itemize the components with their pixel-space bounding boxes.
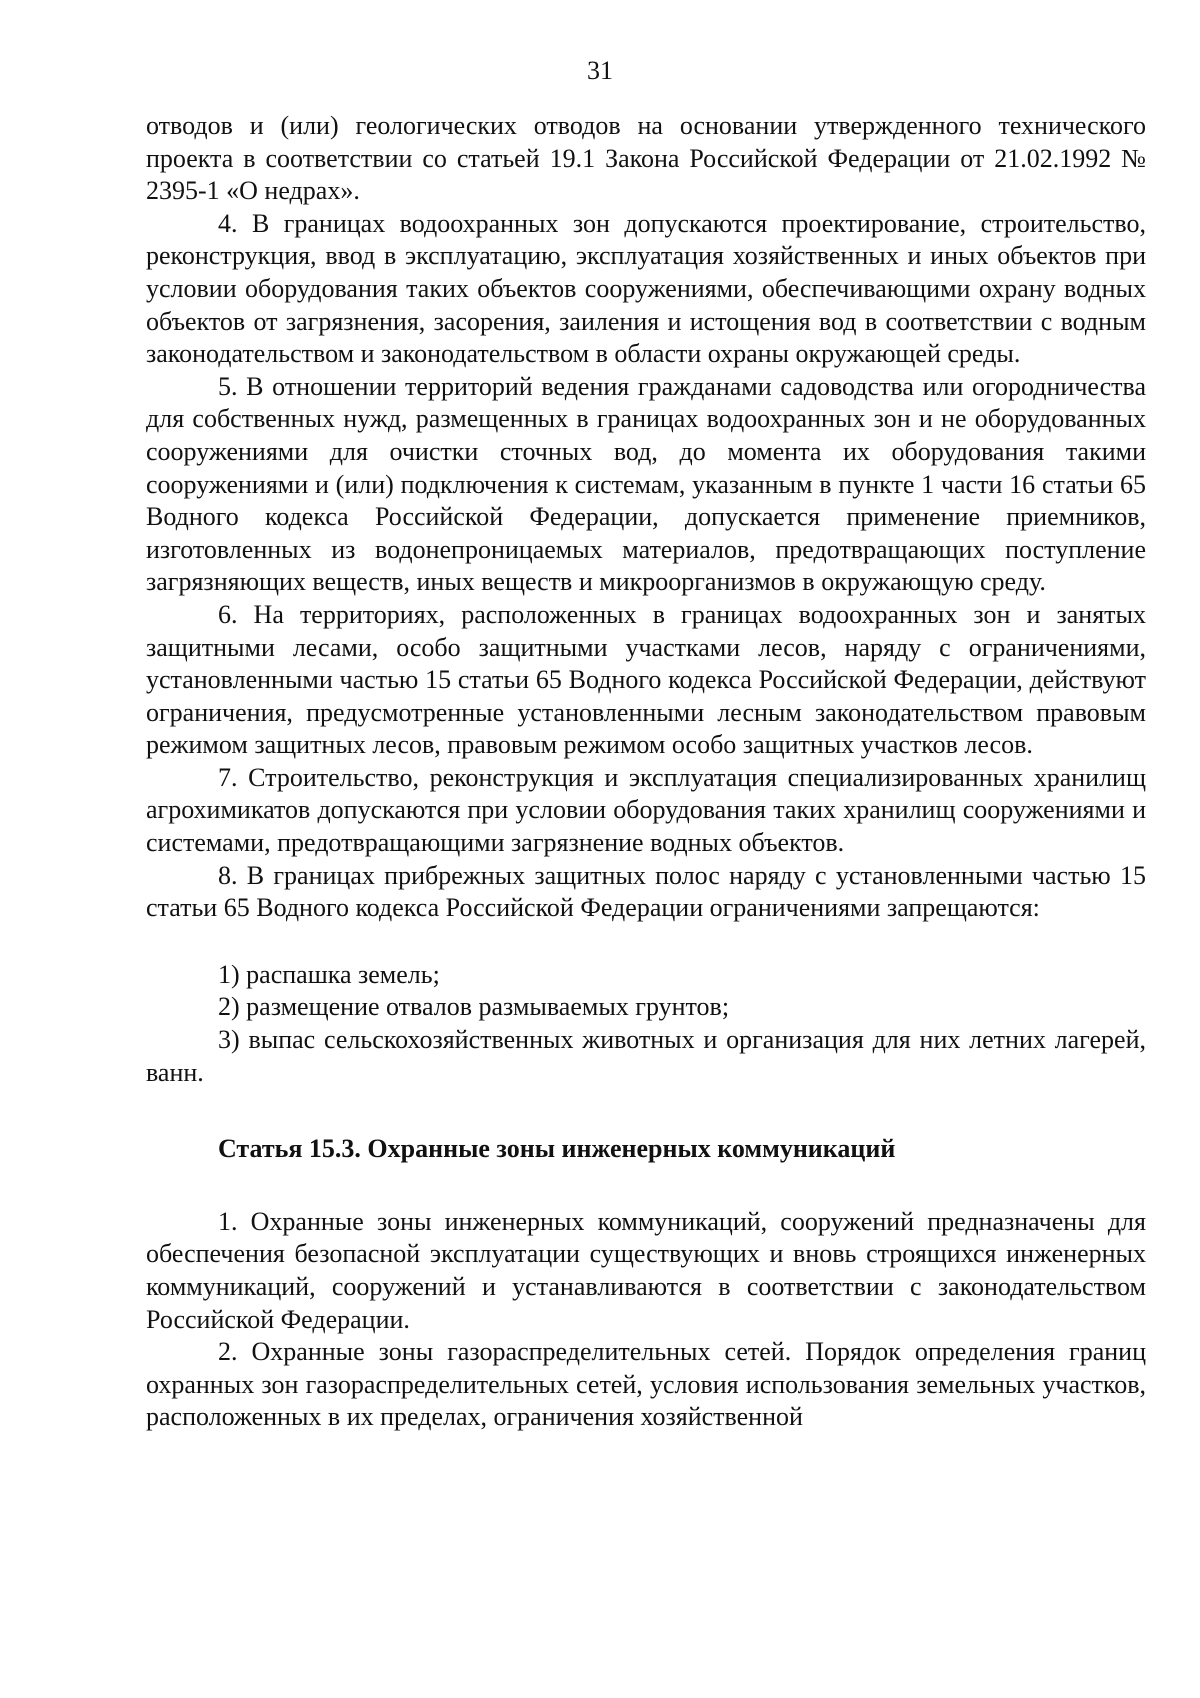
paragraph-item-4: 4. В границах водоохранных зон допускаются проектирование, строительство, реконструкция, ввод в эксплуатацию, эксплуатация хозяйственных и иных объектов при условии оборудования таких объектов сооружениями, обеспечивающими охрану водных объектов от загрязнения, засорения, заиления и истощения вод в соответствии с водным законодательством и законодательством в области охраны окружающей среды. — [146, 208, 1146, 369]
section-heading: Статья 15.3. Охранные зоны инженерных коммуникаций — [218, 1134, 896, 1164]
paragraph-continuation: отводов и (или) геологических отводов на основании утвержденного технического проекта в соответствии со статьей 19.1 Закона Российской Федерации от 21.02.1992 № 2395-1 «О недрах». — [146, 111, 1146, 206]
paragraph-section-item-1: 1. Охранные зоны инженерных коммуникаций, сооружений предназначены для обеспечения безопасной эксплуатации существующих и вновь строящихся инженерных коммуникаций, сооружений и устанавливаются в соответствии с законодательством Российской Федерации. — [146, 1206, 1146, 1334]
paragraph-item-8: 8. В границах прибрежных защитных полос наряду с установленными частью 15 статьи 65 Водного кодекса Российской Федерации ограничениями запрещаются: — [146, 860, 1146, 923]
paragraph-item-7: 7. Строительство, реконструкция и эксплуатация специализированных хранилищ агрохимикатов допускаются при условии оборудования таких хранилищ сооружениями и системами, предотвращающими загрязнение водных объектов. — [146, 762, 1146, 858]
document-body — [146, 110, 1146, 1434]
paragraph-section-item-2: 2. Охранные зоны газораспределительных сетей. Порядок определения границ охранных зон газораспределительных сетей, условия использования земельных участков, расположенных в их пределах, ограничения хозяйственной — [146, 1337, 1146, 1432]
prohibitions-list — [146, 959, 1146, 1089]
page-number: 31 — [587, 56, 613, 85]
list-item: 1) распашка земель; — [218, 959, 440, 989]
paragraph-item-6: 6. На территориях, расположенных в границах водоохранных зон и занятых защитными лесами, особо защитными участками лесов, наряду с ограничениями, установленными частью 15 статьи 65 Водного кодекса Российской Федерации, действуют ограничения, предусмотренные установленными лесным законодательством правовым режимом защитных лесов, правовым режимом особо защитных участков лесов. — [146, 599, 1146, 760]
paragraph-item-5: 5. В отношении территорий ведения гражданами садоводства или огородничества для собственных нужд, размещенных в границах водоохранных зон и не оборудованных сооружениями для очистки сточных вод, до момента их оборудования такими сооружениями и (или) подключения к системам, указанным в пункте 1 части 16 статьи 65 Водного кодекса Российской Федерации, допускается применение приемников, изготовленных из водонепроницаемых материалов, предотвращающих поступление загрязняющих веществ, иных веществ и микроорганизмов в окружающую среду. — [146, 371, 1146, 597]
list-item: 3) выпас сельскохозяйственных животных и организация для них летних лагерей, ванн. — [146, 1025, 1146, 1087]
list-item: 2) размещение отвалов размываемых грунтов; — [218, 992, 730, 1022]
